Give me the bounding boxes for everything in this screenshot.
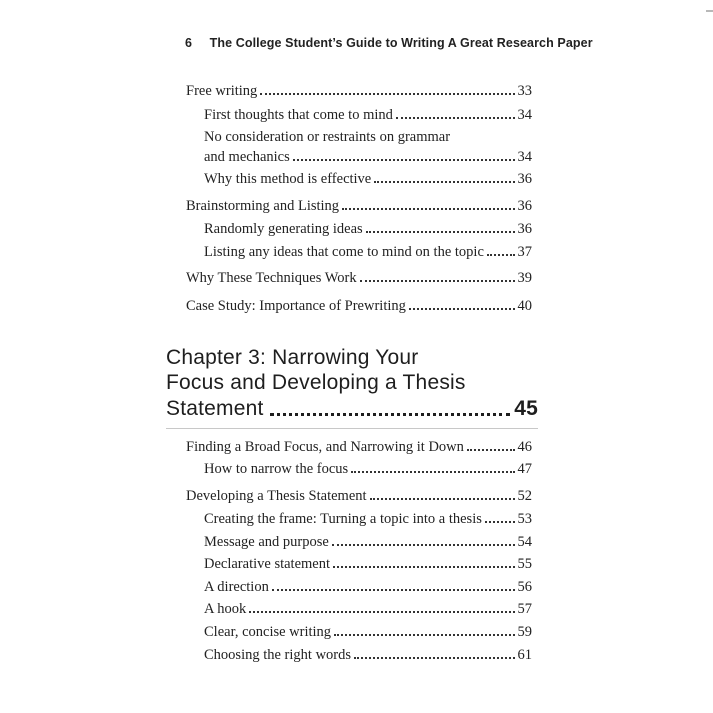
toc-dot-leader: [487, 244, 515, 256]
toc-entry-label: Free writing: [186, 82, 258, 99]
toc-dot-leader: [260, 83, 514, 95]
toc-entry: [0, 191, 532, 213]
toc-entry-label: Why These Techniques Work: [186, 269, 357, 286]
toc-entry-page: 57: [517, 600, 532, 617]
toc-entry-page: 39: [517, 269, 532, 286]
toc-entry-label: Case Study: Importance of Prewriting: [186, 297, 406, 314]
toc-entry: [0, 214, 532, 236]
toc-entry: [0, 572, 532, 594]
chapter-dot-leader: [270, 399, 511, 416]
toc-dot-leader: [360, 270, 515, 282]
toc-entry: [0, 237, 532, 259]
toc-entry: [0, 549, 532, 571]
chapter-heading-line-1: Chapter 3: Narrowing Your: [166, 346, 419, 369]
toc-entry-page: 34: [517, 148, 532, 165]
page-edge-mark: [706, 10, 713, 12]
toc-entry: [0, 291, 532, 313]
running-header: [185, 36, 593, 50]
toc-dot-leader: [342, 198, 514, 210]
toc-entry-page: 47: [517, 460, 532, 477]
toc-entry-label: Message and purpose: [204, 533, 329, 550]
toc-entry-label: and mechanics: [204, 148, 290, 165]
toc-dot-leader: [370, 488, 515, 500]
toc-dot-leader: [396, 107, 515, 119]
toc-entry: [0, 527, 532, 549]
toc-dot-leader: [354, 647, 514, 659]
chapter-heading: [166, 345, 466, 395]
toc-entry: [0, 76, 532, 98]
chapter-divider: [166, 428, 538, 429]
toc-dot-leader: [485, 511, 515, 523]
toc-entry-label: Creating the frame: Turning a topic into a thesis: [204, 510, 482, 527]
toc-entry-label: First thoughts that come to mind: [204, 106, 393, 123]
toc-entry-label: Declarative statement: [204, 555, 331, 572]
toc-entry-page: 61: [517, 646, 532, 663]
toc-entry: [0, 481, 532, 503]
toc-entry: [0, 594, 532, 616]
toc-entry-page: 36: [517, 170, 532, 187]
toc-entry: [0, 100, 532, 122]
toc-entry-label: How to narrow the focus: [204, 460, 349, 477]
toc-dot-leader: [272, 579, 515, 591]
toc-entry-page: 53: [517, 510, 532, 527]
toc-entry-label: A direction: [204, 578, 269, 595]
toc-dot-leader: [334, 624, 514, 636]
toc-entry-label: No consideration or restraints on grammar: [204, 128, 451, 145]
toc-entry-page: 52: [517, 487, 532, 504]
toc-entry-page: 34: [517, 106, 532, 123]
toc-dot-leader: [293, 149, 515, 161]
toc-entry-page: 46: [517, 438, 532, 455]
toc-entry: [0, 263, 532, 285]
toc-entry-page: 40: [517, 297, 532, 314]
toc-dot-leader: [332, 534, 515, 546]
chapter-heading-final-line: [166, 396, 538, 421]
toc-entry-page: 37: [517, 243, 532, 260]
toc-entry: [0, 454, 532, 476]
toc-entry-label: Why this method is effective: [204, 170, 372, 187]
toc-entry: [0, 142, 532, 164]
toc-entry: [0, 122, 532, 144]
toc-entry-page: 55: [517, 555, 532, 572]
toc-entry-page: 54: [517, 533, 532, 550]
toc-entry: [0, 504, 532, 526]
toc-entry-label: Finding a Broad Focus, and Narrowing it Down: [186, 438, 464, 455]
toc-entry-label: Listing any ideas that come to mind on the topic: [204, 243, 484, 260]
toc-entry: [0, 164, 532, 186]
header-page-number: 6: [185, 36, 193, 50]
toc-dot-leader: [249, 601, 514, 613]
toc-entry-label: Clear, concise writing: [204, 623, 332, 640]
chapter-heading-line-3: Statement: [166, 397, 264, 420]
toc-entry-page: 36: [517, 197, 532, 214]
toc-entry-page: 36: [517, 220, 532, 237]
toc-entry-label: Randomly generating ideas: [204, 220, 363, 237]
toc-dot-leader: [351, 461, 514, 473]
toc-dot-leader: [366, 221, 515, 233]
toc-entry-label: Developing a Thesis Statement: [186, 487, 367, 504]
toc-entry: [0, 617, 532, 639]
toc-entry-page: 56: [517, 578, 532, 595]
toc-entry-page: 33: [517, 82, 532, 99]
header-running-title: The College Student’s Guide to Writing A Great Research Paper: [209, 36, 593, 50]
toc-entry-label: A hook: [204, 600, 247, 617]
toc-entry-label: Brainstorming and Listing: [186, 197, 340, 214]
toc-entry: [0, 640, 532, 662]
toc-entry-page: 59: [517, 623, 532, 640]
toc-entry: [0, 432, 532, 454]
chapter-heading-line-2: Focus and Developing a Thesis: [166, 371, 466, 394]
toc-dot-leader: [467, 439, 515, 451]
toc-dot-leader: [409, 298, 515, 310]
chapter-page-number: 45: [514, 397, 538, 420]
toc-dot-leader: [374, 171, 514, 183]
toc-entry-label: Choosing the right words: [204, 646, 352, 663]
toc-dot-leader: [333, 556, 514, 568]
